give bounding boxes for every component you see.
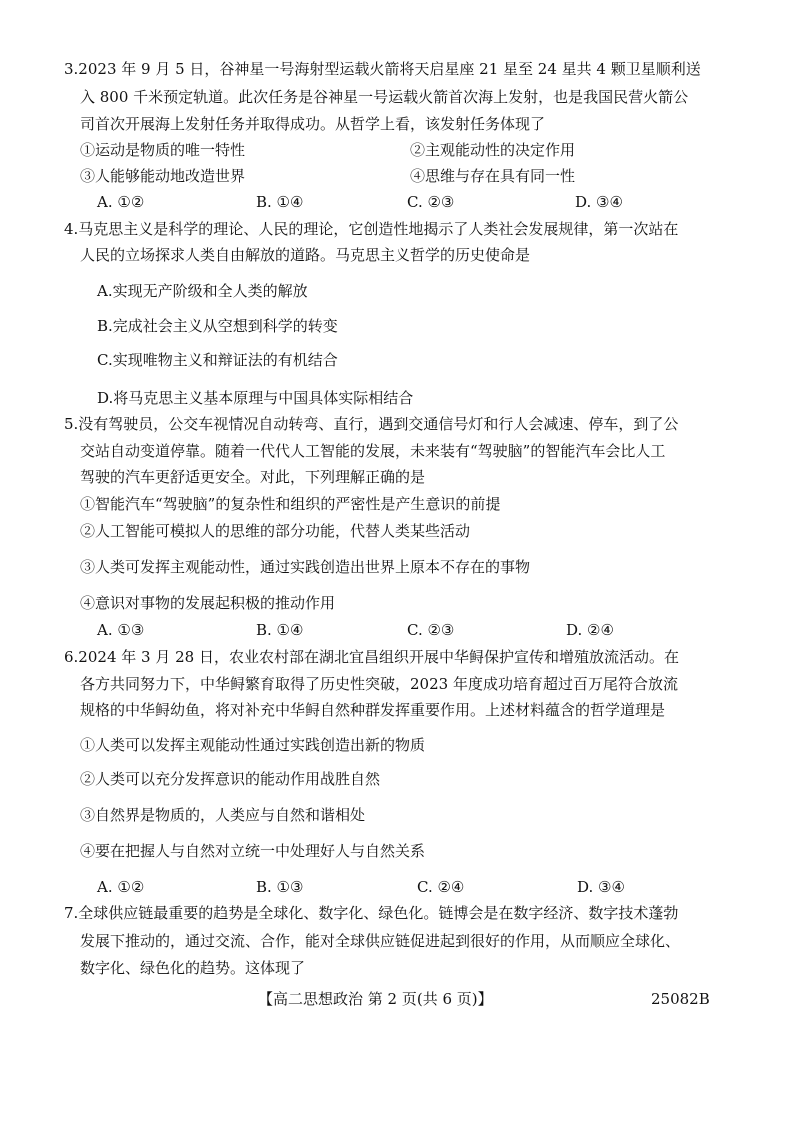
question-5-item-4: ④意识对事物的发展起积极的推动作用 xyxy=(80,594,336,612)
question-5-line-1: 5.没有驾驶员，公交车视情况自动转弯、直行，遇到交通信号灯和行人会减速、停车，到了公 xyxy=(64,415,679,433)
question-3-answer-a: A. ①② xyxy=(97,193,145,211)
question-5-item-2: ②人工智能可模拟人的思维的部分功能，代替人类某些活动 xyxy=(80,522,471,540)
question-3-line-1: 3.2023 年 9 月 5 日，谷神星一号海射型运载火箭将天启星座 21 星至 24 星共 4 颗卫星顺利送 xyxy=(64,60,701,78)
question-5-answer-d: D. ②④ xyxy=(566,621,614,639)
question-5-answer-c: C. ②③ xyxy=(407,621,455,639)
question-7-line-3: 数字化、绿色化的趋势。这体现了 xyxy=(80,959,306,977)
question-4-answer-a: A.实现无产阶级和全人类的解放 xyxy=(97,282,308,300)
question-6-item-3: ③自然界是物质的，人类应与自然和谐相处 xyxy=(80,806,366,824)
question-4-line-2: 人民的立场探求人类自由解放的道路。马克思主义哲学的历史使命是 xyxy=(80,246,531,264)
question-6-item-1: ①人类可以发挥主观能动性通过实践创造出新的物质 xyxy=(80,736,426,754)
question-5-line-2: 交站自动变道停靠。随着一代代人工智能的发展，未来装有“驾驶脑”的智能汽车会比人工 xyxy=(80,442,666,460)
question-4-answer-d: D.将马克思主义基本原理与中国具体实际相结合 xyxy=(97,389,414,407)
question-3-answer-b: B. ①④ xyxy=(256,193,304,211)
question-4-answer-b: B.完成社会主义从空想到科学的转变 xyxy=(97,317,338,335)
question-6-item-4: ④要在把握人与自然对立统一中处理好人与自然关系 xyxy=(80,842,426,860)
question-6-item-2: ②人类可以充分发挥意识的能动作用战胜自然 xyxy=(80,770,381,788)
question-7-line-2: 发展下推动的，通过交流、合作，能对全球供应链促进起到很好的作用，从而顺应全球化、 xyxy=(80,932,681,950)
page-footer-label: 【高二思想政治 第 2 页(共 6 页)】 xyxy=(258,990,493,1008)
question-3-item-1: ①运动是物质的唯一特性 xyxy=(80,141,246,159)
question-7-line-1: 7.全球供应链最重要的趋势是全球化、数字化、绿色化。链博会是在数字经济、数字技术蓬勃 xyxy=(64,904,679,922)
question-5-line-3: 驾驶的汽车更舒适更安全。对此，下列理解正确的是 xyxy=(80,468,426,486)
question-6-line-3: 规格的中华鲟幼鱼，将对补充中华鲟自然种群发挥重要作用。上述材料蕴含的哲学道理是 xyxy=(80,701,666,719)
question-3-answer-c: C. ②③ xyxy=(407,193,455,211)
question-6-line-2: 各方共同努力下，中华鲟繁育取得了历史性突破，2023 年度成功培育超过百万尾符合放流 xyxy=(80,675,678,693)
question-5-item-1: ①智能汽车“驾驶脑”的复杂性和组织的严密性是产生意识的前提 xyxy=(80,495,501,513)
page-footer-code: 25082B xyxy=(651,990,710,1008)
question-3-line-2: 入 800 千米预定轨道。此次任务是谷神星一号运载火箭首次海上发射，也是我国民营火箭公 xyxy=(80,88,689,106)
question-5-answer-a: A. ①③ xyxy=(97,621,145,639)
question-4-line-1: 4.马克思主义是科学的理论、人民的理论，它创造性地揭示了人类社会发展规律，第一次站在 xyxy=(64,220,679,238)
question-4-answer-c: C.实现唯物主义和辩证法的有机结合 xyxy=(97,351,338,369)
question-6-answer-a: A. ①② xyxy=(97,878,145,896)
question-3-line-3: 司首次开展海上发射任务并取得成功。从哲学上看，该发射任务体现了 xyxy=(80,115,546,133)
question-6-line-1: 6.2024 年 3 月 28 日，农业农村部在湖北宜昌组织开展中华鲟保护宣传和增殖放流活动。在 xyxy=(64,648,679,666)
question-3-answer-d: D. ③④ xyxy=(575,193,623,211)
question-6-answer-d: D. ③④ xyxy=(577,878,625,896)
question-5-item-3: ③人类可发挥主观能动性，通过实践创造出世界上原本不存在的事物 xyxy=(80,558,531,576)
question-5-answer-b: B. ①④ xyxy=(256,621,304,639)
question-6-answer-c: C. ②④ xyxy=(417,878,465,896)
question-3-item-4: ④思维与存在具有同一性 xyxy=(410,167,576,185)
question-3-item-3: ③人能够能动地改造世界 xyxy=(80,167,246,185)
question-6-answer-b: B. ①③ xyxy=(256,878,304,896)
question-3-item-2: ②主观能动性的决定作用 xyxy=(410,141,576,159)
